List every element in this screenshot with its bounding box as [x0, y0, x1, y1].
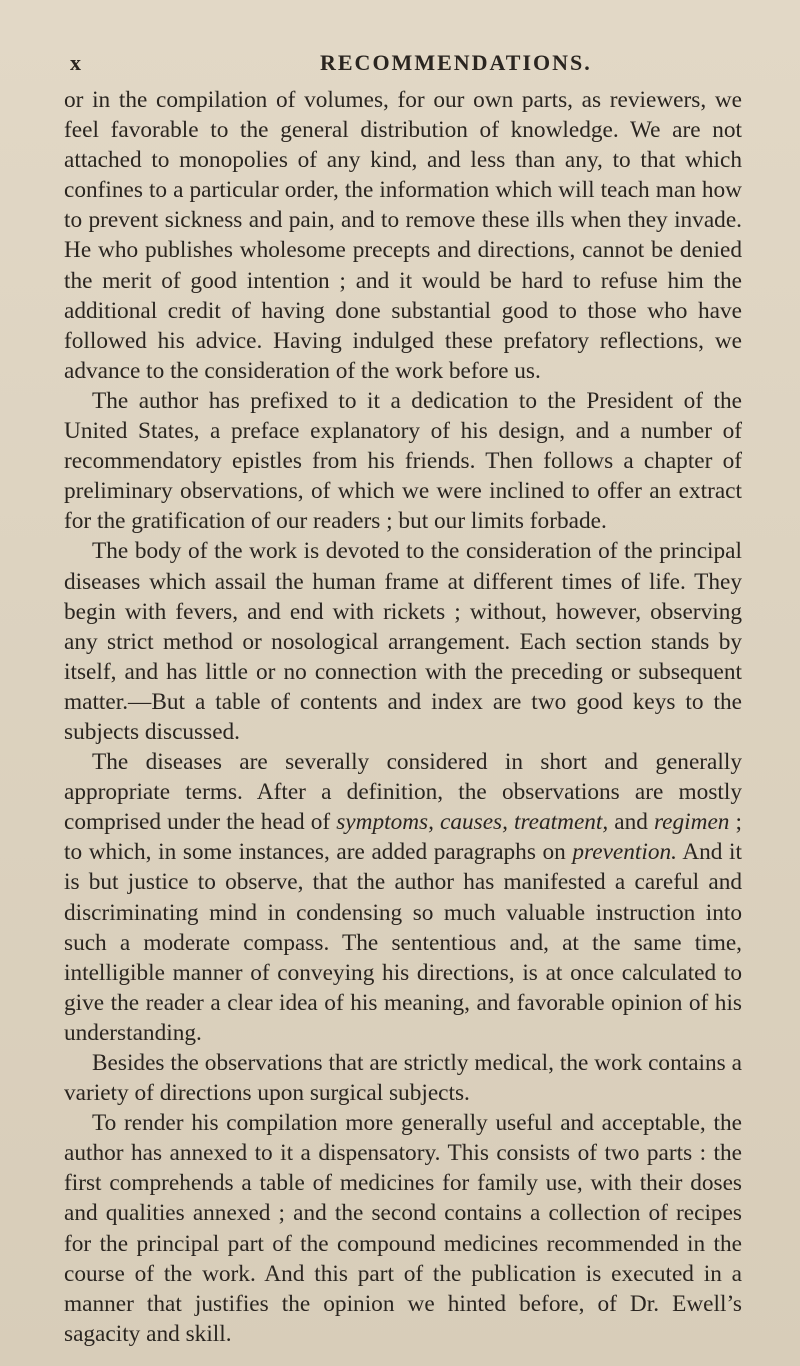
running-title: RECOMMENDATIONS. — [320, 50, 592, 75]
paragraph-1: or in the compilation of volumes, for our own parts, as reviewers, we feel favorable to the general distribution of knowledge. We are not attached to monopolies of any kind, and less than any, to that which confines to a particular order, the information which will teach man how to prevent sickness and pain, and to remove these ills when they invade. He who publishes wholesome precepts and directions, cannot be denied the merit of good intention ; and it would be hard to refuse him the additional credit of having done substantial good to those who have followed his advice. Having indulged these prefatory reflections, we advance to the consideration of the work before us. — [64, 87, 742, 384]
paragraph-3: The body of the work is devoted to the consideration of the principal diseases which assail the human frame at different times of life. They begin with fevers, and end with rickets ; without, however, observing any strict method or nosological arrangement. Each section stands by itself, and has little or no connection with the preceding or subsequent matter.—But a table of contents and index are two good keys to the subjects discussed. — [64, 538, 742, 745]
paragraph-4-italic-b: regimen — [653, 809, 730, 836]
paragraph-4-text-a: The diseases are severally considered in short and generally appropriate terms. After a definition, the observations are mostly comprised under the head of — [64, 749, 742, 836]
paragraph-2: The author has prefixed to it a dedication to the President of the United States, a preface explanatory of his design, and a number of recommendatory epistles from his friends. Then follows a chapter of preliminary observations, of which we were inclined to offer an extract for the gratification of our readers ; but our limits forbade. — [64, 387, 742, 535]
paragraph-4-italic-a: symptoms, causes, treatment, — [336, 809, 609, 836]
body-text — [64, 85, 742, 1349]
paragraph-4-italic-c: prevention. — [572, 839, 677, 866]
paragraph-5: Besides the observations that are strictly medical, the work contains a variety of directions upon surgical subjects. — [64, 1050, 742, 1107]
paragraph-4 — [64, 747, 742, 1048]
paragraph-4-text-d: And it is but justice to observe, that the author has manifested a careful and discriminating mind in condensing so much valuable instruction into such a moderate compass. The sententious and, at the same time, intelligible manner of conveying his directions, is at once calculated to give the reader a clear idea of his meaning, and favorable opinion of his understanding. — [64, 839, 742, 1046]
paragraph-4-text-b: and — [608, 809, 654, 836]
paragraph-6: To render his compilation more generally useful and acceptable, the author has annexed to it a dispensatory. This consists of two parts : the first comprehends a table of medicines for family use, with their doses and qualities annexed ; and the second contains a collection of recipes for the principal part of the compound medicines recommended in the course of the work. And this part of the publication is executed in a manner that justifies the opinion we hinted before, of Dr. Ewell’s sagacity and skill. — [64, 1110, 742, 1347]
paragraph-4-text-c: ; to which, in some instances, are added paragraphs on — [64, 809, 742, 866]
page-number: x — [70, 50, 82, 75]
page-header — [70, 50, 770, 84]
